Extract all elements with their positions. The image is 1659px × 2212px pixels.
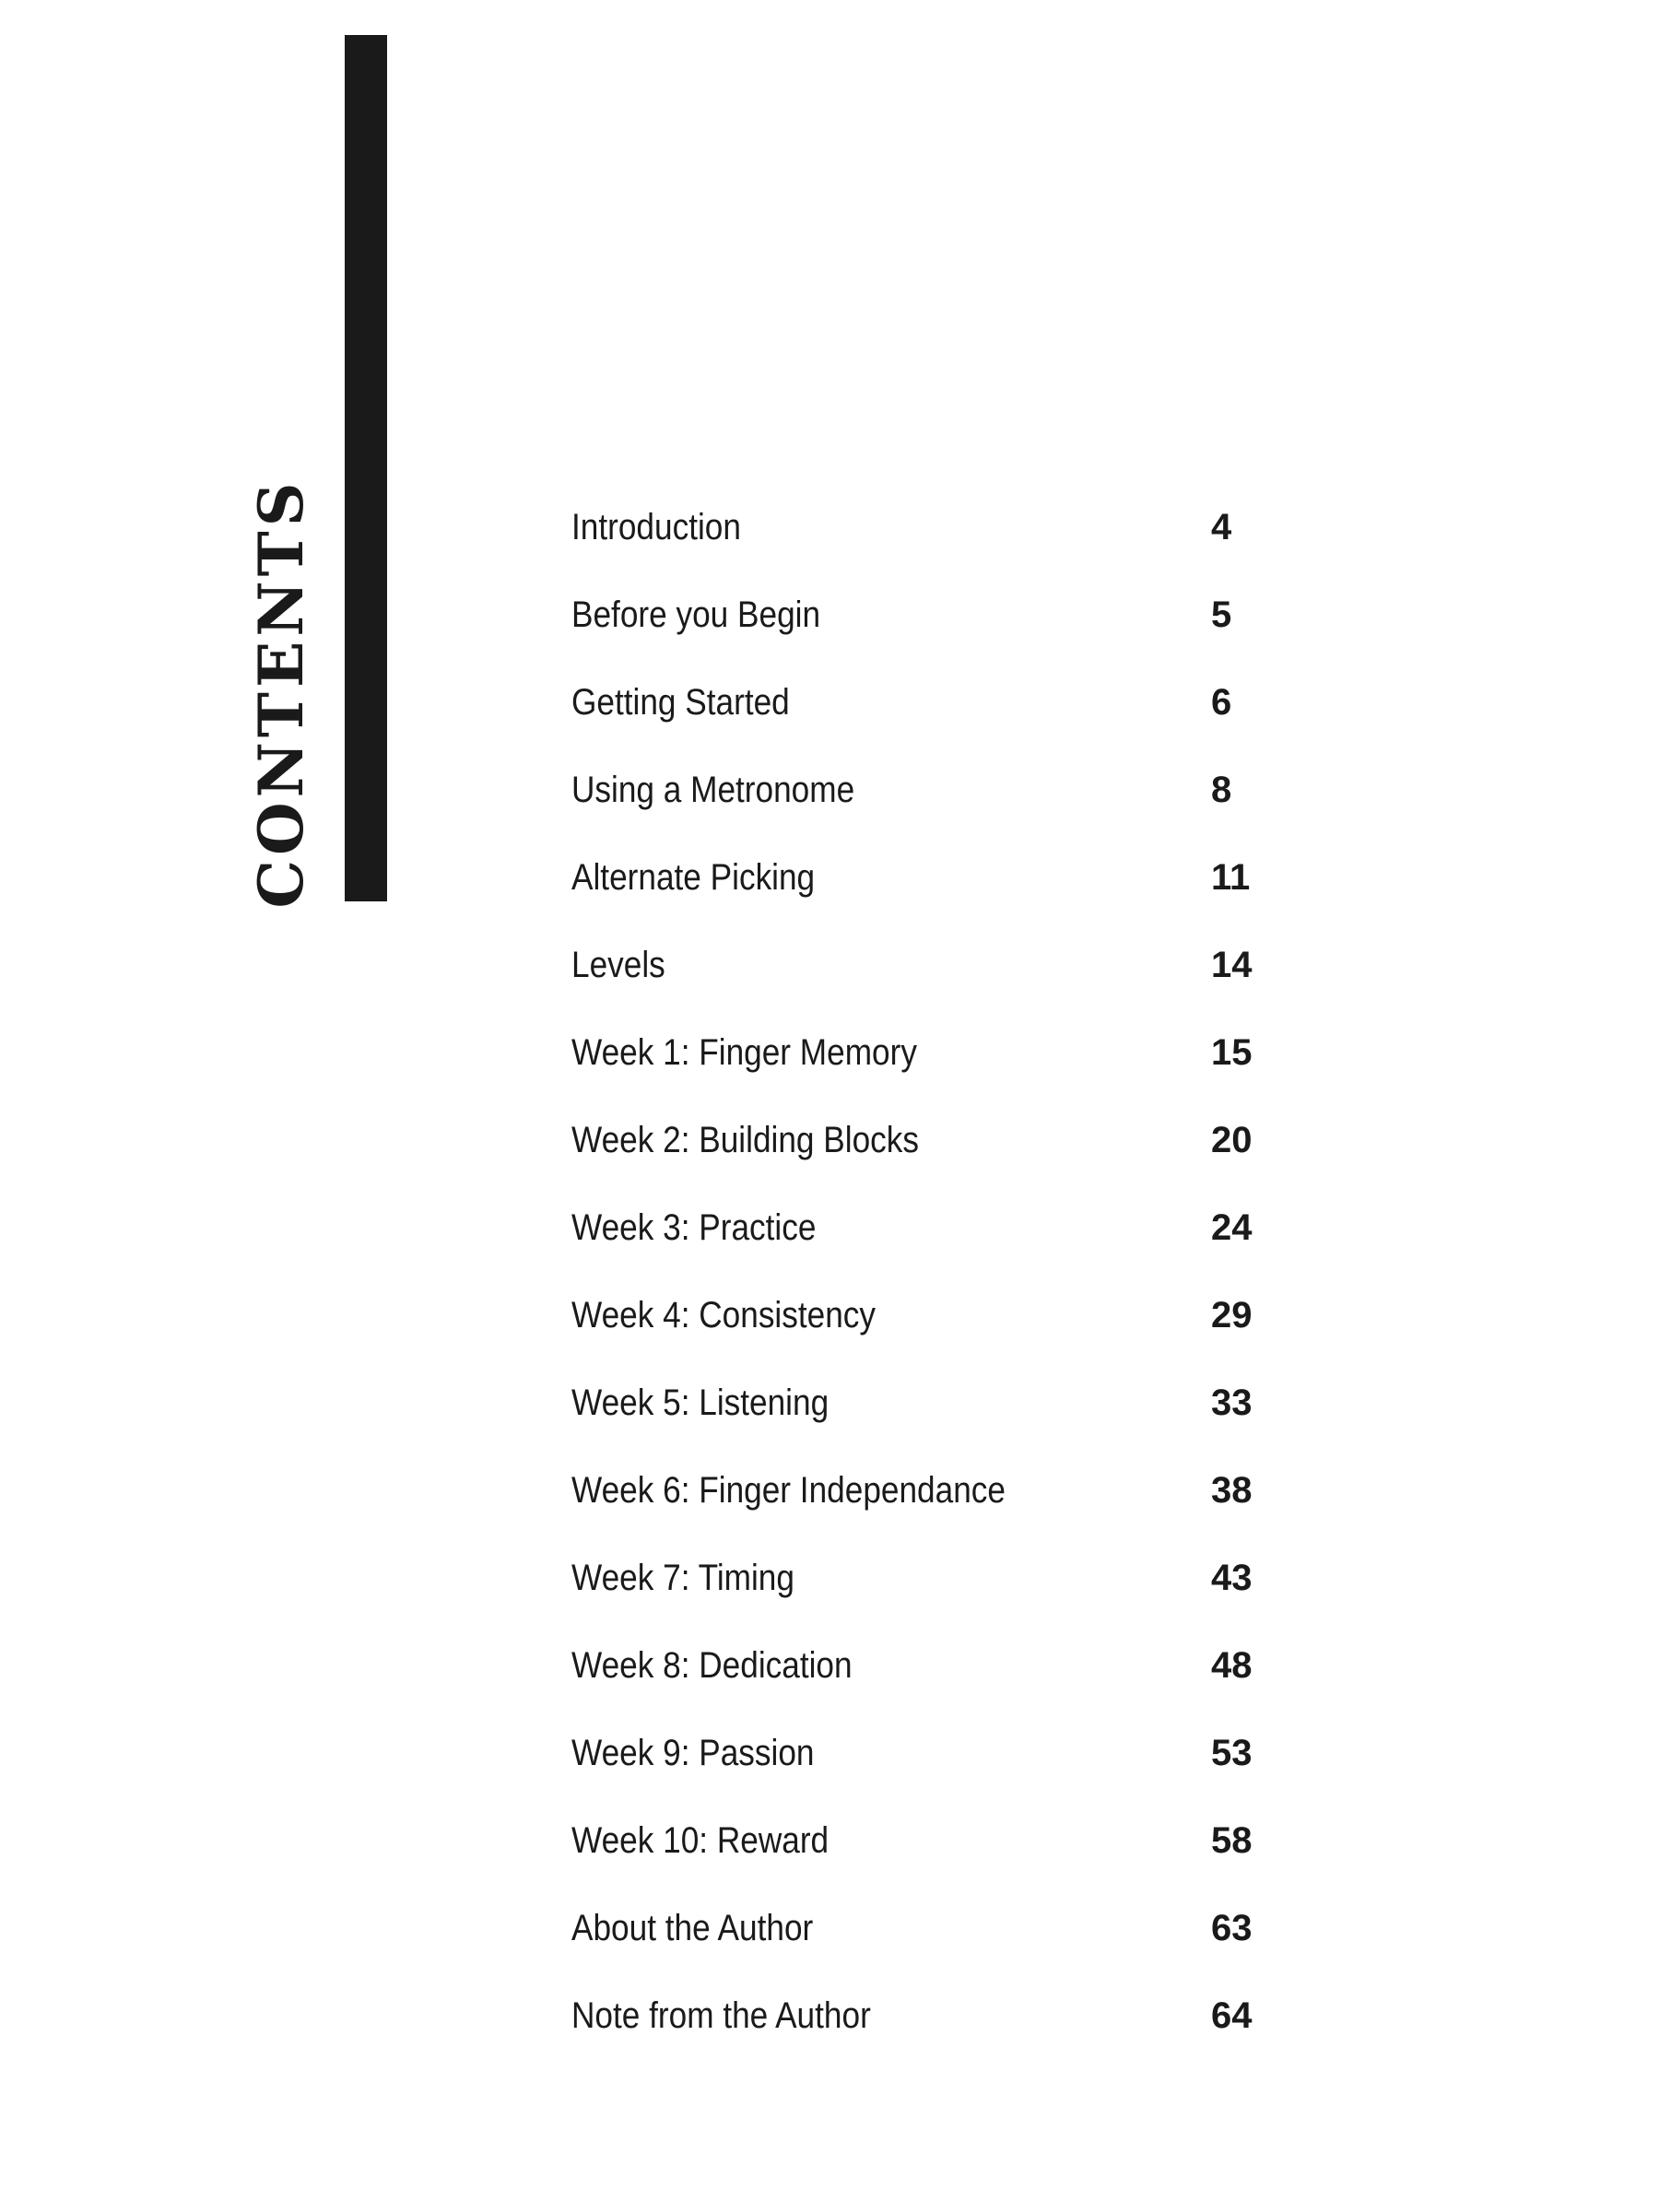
toc-entry-page: 11: [1211, 857, 1251, 898]
toc-entry-page: 6: [1211, 682, 1232, 723]
toc-entry-page: 29: [1211, 1295, 1253, 1335]
toc-entry-label: Week 7: Timing: [571, 1558, 794, 1598]
toc-entry[interactable]: [571, 1899, 1272, 1986]
toc-entry[interactable]: [571, 1724, 1272, 1811]
toc-entry-label: Week 1: Finger Memory: [571, 1032, 917, 1073]
toc-entry[interactable]: [571, 935, 1272, 1023]
toc-entry-page: 14: [1211, 945, 1253, 985]
toc-entry-page: 38: [1211, 1470, 1253, 1511]
toc-entry-label: Getting Started: [571, 682, 790, 723]
toc-entry-label: Week 9: Passion: [571, 1733, 815, 1773]
toc-entry-label: About the Author: [571, 1908, 814, 1948]
toc-entry[interactable]: [571, 673, 1272, 760]
toc-entry-page: 63: [1211, 1908, 1253, 1948]
toc-entry-label: Week 2: Building Blocks: [571, 1120, 919, 1160]
toc-entry[interactable]: [571, 848, 1272, 935]
toc-entry[interactable]: [571, 1111, 1272, 1198]
toc-entry[interactable]: [571, 498, 1272, 585]
toc-entry-page: 20: [1211, 1120, 1253, 1160]
toc-entry[interactable]: [571, 1986, 1272, 2074]
toc-entry[interactable]: [571, 1548, 1272, 1636]
toc-entry-label: Week 8: Dedication: [571, 1645, 853, 1686]
toc-entry-label: Using a Metronome: [571, 770, 855, 810]
toc-entry-label: Introduction: [571, 507, 741, 547]
table-of-contents: [571, 498, 1272, 2074]
toc-entry-page: 64: [1211, 1995, 1253, 2036]
toc-entry-page: 33: [1211, 1382, 1253, 1423]
toc-entry-page: 53: [1211, 1733, 1253, 1773]
toc-entry[interactable]: [571, 1811, 1272, 1899]
toc-entry-page: 15: [1211, 1032, 1253, 1073]
toc-entry[interactable]: [571, 1286, 1272, 1373]
toc-entry-label: Week 5: Listening: [571, 1382, 830, 1423]
toc-entry-page: 5: [1211, 594, 1232, 635]
toc-entry-page: 24: [1211, 1207, 1253, 1248]
toc-entry[interactable]: [571, 1461, 1272, 1548]
toc-entry[interactable]: [571, 760, 1272, 848]
toc-entry-page: 48: [1211, 1645, 1253, 1686]
toc-entry[interactable]: [571, 1198, 1272, 1286]
toc-entry-label: Levels: [571, 945, 665, 985]
toc-entry[interactable]: [571, 1636, 1272, 1724]
toc-entry-page: 4: [1211, 507, 1232, 547]
vertical-black-bar: [345, 35, 387, 901]
toc-entry[interactable]: [571, 1373, 1272, 1461]
toc-entry-label: Before you Begin: [571, 594, 821, 635]
page-title: CONTENTS: [245, 477, 317, 909]
toc-entry-page: 8: [1211, 770, 1232, 810]
toc-entry[interactable]: [571, 1023, 1272, 1111]
toc-entry-label: Week 4: Consistency: [571, 1295, 876, 1335]
toc-entry-page: 58: [1211, 1820, 1253, 1861]
toc-entry-label: Note from the Author: [571, 1995, 871, 2036]
toc-entry-label: Week 3: Practice: [571, 1207, 817, 1248]
toc-entry-label: Week 10: Reward: [571, 1820, 830, 1861]
toc-entry-label: Week 6: Finger Independance: [571, 1470, 1006, 1511]
toc-entry-label: Alternate Picking: [571, 857, 816, 898]
toc-entry-page: 43: [1211, 1558, 1253, 1598]
toc-entry[interactable]: [571, 585, 1272, 673]
